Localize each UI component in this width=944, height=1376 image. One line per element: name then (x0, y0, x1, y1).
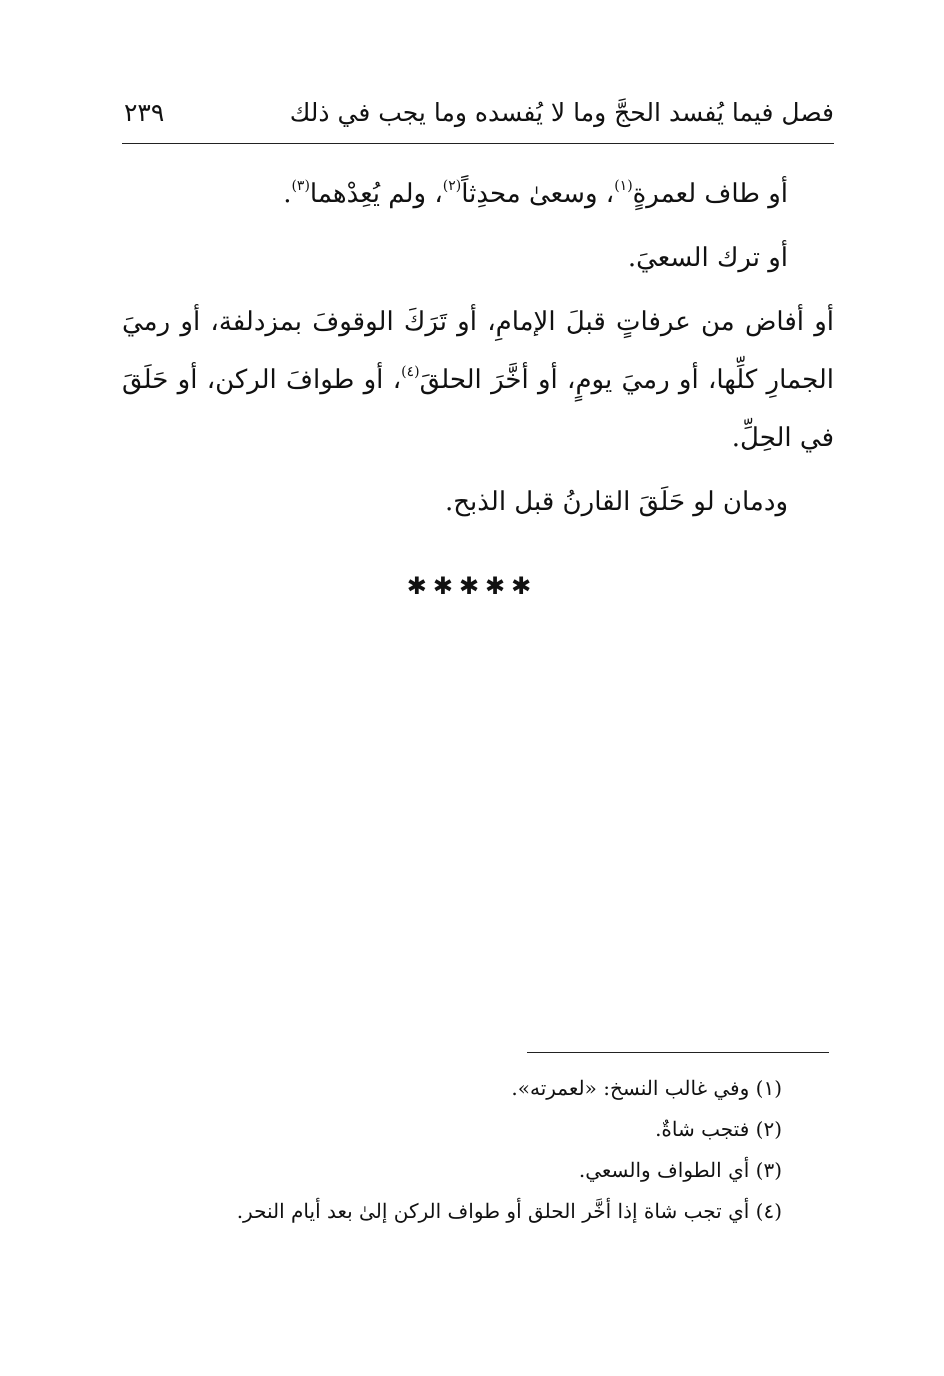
footnote-3: (٣) أي الطواف والسعي. (578, 1158, 782, 1182)
footnote-rule (527, 1052, 829, 1053)
footnote-ref-4: (٤) (401, 364, 420, 380)
paragraph-4: ودمان لو حَلَقَ القارنُ قبل الذبح. (444, 487, 788, 517)
text-segment: ، أو طوافَ الركن، أو حَلَقَ في الحِلِّ. (122, 365, 834, 453)
text-segment: أو طاف لعمرةٍ (632, 179, 788, 209)
running-title: فصل فيما يُفسد الحجَّ وما لا يُفسده وما يجب في ذلك (289, 98, 834, 127)
footnote-ref-1: (١) (614, 178, 633, 194)
text-segment: أو أفاض من عرفاتٍ قبلَ الإمامِ، أو تَرَكَ الوقوفَ بمزدلفة، أو رميَ الجمارِ كلِّها، أو رميَ يومٍ، أو أخَّرَ الحلقَ (122, 307, 834, 395)
paragraph-2: أو ترك السعيَ. (627, 243, 788, 273)
footnotes (122, 1068, 782, 1232)
page-header (122, 92, 834, 136)
section-ornament: ✱✱✱✱✱ (406, 572, 538, 600)
text-segment: ، ولم يُعِدْهما (309, 179, 443, 209)
footnote-ref-3: (٣) (291, 178, 310, 194)
header-rule (122, 143, 834, 144)
page-number: ٢٣٩ (124, 98, 165, 127)
footnote-4: (٤) أي تجب شاة إذا أخَّر الحلق أو طواف الركن إلىٰ بعد أيام النحر. (236, 1199, 782, 1223)
paragraph-3 (122, 293, 834, 467)
footnote-2: (٢) فتجب شاةٌ. (655, 1117, 782, 1141)
footnote-1: (١) وفي غالب النسخ: «لعمرته». (511, 1076, 782, 1100)
text-segment: ، وسعىٰ محدِثاً (461, 179, 615, 209)
main-text (122, 165, 834, 537)
footnote-ref-2: (٢) (442, 178, 462, 194)
paragraph-1 (122, 165, 834, 223)
text-segment: . (283, 179, 292, 209)
